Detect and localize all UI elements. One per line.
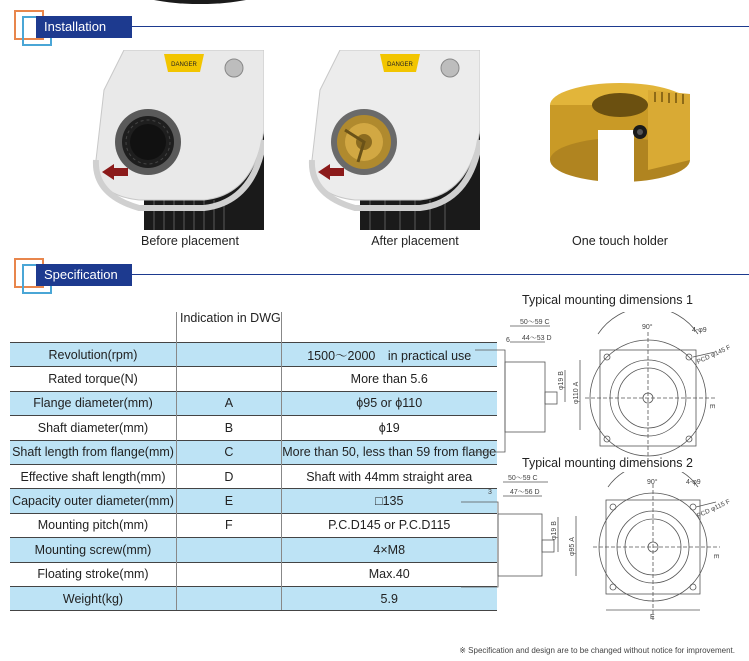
table-header-row <box>10 312 497 343</box>
row-dwg <box>177 586 282 610</box>
dim1-holes-label: 4-φ9 <box>692 327 707 334</box>
table-row <box>10 367 497 391</box>
row-dwg <box>177 538 282 562</box>
row-dwg: C <box>177 440 282 464</box>
dim2-angle-label: 90° <box>647 479 658 486</box>
footnote: ※ Specification and design are to be changed without notice for improvement. <box>459 646 735 655</box>
dim2-c-label: 50～59 C <box>508 475 538 482</box>
row-item: Revolution(rpm) <box>10 343 177 367</box>
header-indication: Indication in DWG <box>177 312 282 343</box>
header-rule <box>132 26 749 27</box>
dim1-left-label: 6 <box>506 337 510 344</box>
row-value: P.C.D145 or P.C.D115 <box>281 513 497 537</box>
row-value: □135 <box>281 489 497 513</box>
row-dwg <box>177 343 282 367</box>
dim2-b-label: φ19 B <box>551 521 558 540</box>
dimensions-1-drawing <box>470 312 740 462</box>
dim1-a-label: φ110 A <box>573 381 580 404</box>
dim2-e-label-side: E <box>712 554 719 559</box>
dim2-pcd-label: PCD φ115 F <box>695 498 732 520</box>
row-dwg: E <box>177 489 282 513</box>
caption-one-touch-holder: One touch holder <box>572 234 668 248</box>
row-dwg: D <box>177 464 282 488</box>
photo-one-touch-holder <box>530 70 710 210</box>
top-decoration <box>120 0 280 4</box>
table-row <box>10 343 497 367</box>
row-item: Shaft length from flange(mm) <box>10 440 177 464</box>
dim1-e-label: E <box>708 404 715 409</box>
table-row <box>10 538 497 562</box>
photo-before-placement <box>84 50 264 230</box>
dim1-angle-label: 90° <box>642 324 653 331</box>
dim2-left-label: 3 <box>488 489 492 496</box>
row-value: More than 5.6 <box>281 367 497 391</box>
dim2-a-label: φ95 A <box>569 537 576 556</box>
row-value: ϕ95 or ϕ110 <box>281 391 497 415</box>
caption-before-placement: Before placement <box>141 234 239 248</box>
photo-after-placement <box>300 50 480 230</box>
dim1-pcd-label: PCD φ145 F <box>695 344 732 366</box>
row-dwg: F <box>177 513 282 537</box>
danger-label-2: DANGER <box>387 62 413 68</box>
row-value: More than 50, less than 59 from flange <box>281 440 497 464</box>
row-item: Weight(kg) <box>10 586 177 610</box>
row-item: Floating stroke(mm) <box>10 562 177 586</box>
table-row <box>10 513 497 537</box>
row-value: Shaft with 44mm straight area <box>281 464 497 488</box>
header-rule <box>132 274 749 275</box>
row-item: Flange diameter(mm) <box>10 391 177 415</box>
dim2-e-label-bottom: E <box>650 614 655 621</box>
caption-after-placement: After placement <box>371 234 459 248</box>
dim1-b-label: φ19 B <box>558 371 565 390</box>
row-item: Mounting screw(mm) <box>10 538 177 562</box>
dimensions-2-title: Typical mounting dimensions 2 <box>522 456 693 470</box>
installation-header <box>14 10 749 46</box>
row-value: 1500～2000 in practical use <box>281 343 497 367</box>
spec-table <box>10 312 497 611</box>
dim1-c-label: 50～59 C <box>520 319 550 326</box>
row-item: Effective shaft length(mm) <box>10 464 177 488</box>
table-row <box>10 391 497 415</box>
row-dwg: B <box>177 416 282 440</box>
row-value: 4×M8 <box>281 538 497 562</box>
row-value: ϕ19 <box>281 416 497 440</box>
row-item: Mounting pitch(mm) <box>10 513 177 537</box>
specification-title: Specification <box>36 264 132 286</box>
table-row <box>10 416 497 440</box>
row-value: 5.9 <box>281 586 497 610</box>
table-row <box>10 489 497 513</box>
installation-title: Installation <box>36 16 132 38</box>
row-dwg <box>177 562 282 586</box>
dim2-holes-label: 4-φ9 <box>686 479 701 486</box>
header-col1 <box>10 312 177 343</box>
row-item: Rated torque(N) <box>10 367 177 391</box>
row-dwg: A <box>177 391 282 415</box>
row-item: Capacity outer diameter(mm) <box>10 489 177 513</box>
table-row <box>10 440 497 464</box>
dim1-d-label: 44～53 D <box>522 335 552 342</box>
dimensions-1-title: Typical mounting dimensions 1 <box>522 293 693 307</box>
row-dwg <box>177 367 282 391</box>
table-row <box>10 562 497 586</box>
danger-label-1: DANGER <box>171 62 197 68</box>
dimensions-2-drawing <box>458 472 740 622</box>
row-value: Max.40 <box>281 562 497 586</box>
dim2-d-label: 47～56 D <box>510 489 540 496</box>
header-col3 <box>281 312 497 343</box>
row-item: Shaft diameter(mm) <box>10 416 177 440</box>
specification-header <box>14 258 749 294</box>
table-row <box>10 586 497 610</box>
table-row <box>10 464 497 488</box>
